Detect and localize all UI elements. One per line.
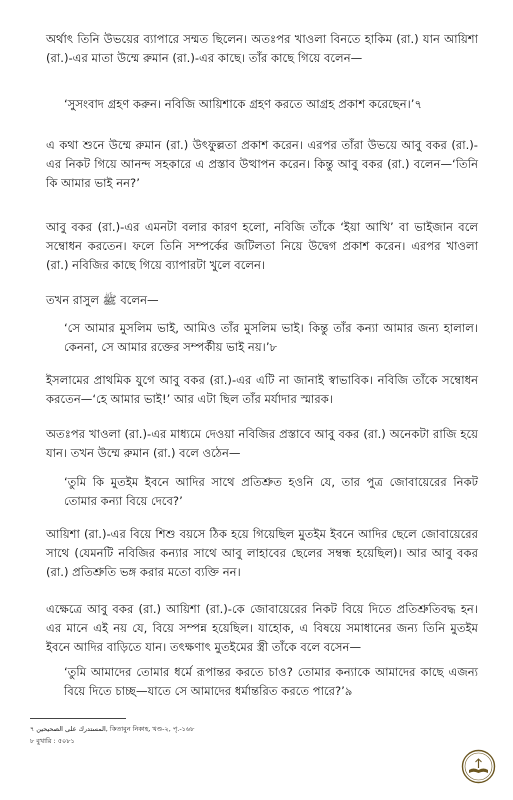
paragraph-7: আয়িশা (রা.)-এর বিয়ে শিশু বয়সে ঠিক হয়ে গিয়েছিল মুতইম ইবনে আদির ছেলে জোবায়েরের সাথে (যেমনটি নবিজির কন্যার সাথে আবু লাহাবের ছেলের সম্বন্ধ হয়েছিল)। আর আবু বকর (রা.) প্রতিশ্রুতি ভঙ্গ করার মতো ব্যক্তি নন। — [46, 527, 478, 579]
paragraph-6: অতঃপর খাওলা (রা.)-এর মাধ্যমে দেওয়া নবিজির প্রস্তাবে আবু বকর (রা.) অনেকটা রাজি হয়ে যান। তখন উম্মে রুমান (রা.) বলে ওঠেন— — [46, 427, 478, 460]
footnote-divider — [30, 718, 126, 719]
paragraph-3: আবু বকর (রা.)-এর এমনটা বলার কারণ হলো, নবিজি তাঁকে ‘ইয়া আখি’ বা ভাইজান বলে সম্বোধন করতেন। ফলে তিনি সম্পর্কের জটিলতা নিয়ে উদ্বেগ প্রকাশ করেন। এরপর খাওলা (রা.) নবিজির কাছে গিয়ে ব্যাপারটা খুলে বলেন। — [46, 220, 478, 272]
paragraph-2: এ কথা শুনে উম্মে রুমান (রা.) উৎফুল্লতা প্রকাশ করেন। এরপর তাঁরা উভয়ে আবু বকর (রা.)-এর নিকট গিয়ে আনন্দ সহকারে এ প্রস্তাব উত্থাপন করেন। কিন্তু আবু বকর (রা.) বলেন—‘তিনি কি আমার ভাই নন?’ — [46, 138, 478, 190]
quote-4: ‘তুমি আমাদের তোমার ধর্মে রূপান্তর করতে চাও? তোমার কন্যাকে আমাদের কাছে এজন্য বিয়ে দিতে চাচ্ছ—যাতে সে আমাদের ধর্মান্তরিত করতে পারে?’৯ — [64, 665, 478, 698]
quote-1: ‘সুসংবাদ গ্রহণ করুন। নবিজি আয়িশাকে গ্রহণ করতে আগ্রহ প্রকাশ করেছেন।’৭ — [64, 97, 423, 111]
footnote-8: ৮ বুখারি : ৫০৮১ — [30, 737, 75, 745]
open-book-logo-icon — [461, 749, 496, 784]
paragraph-8: এক্ষেত্রে আবু বকর (রা.) আয়িশা (রা.)-কে জোবায়েরের নিকট বিয়ে দিতে প্রতিশ্রুতিবদ্ধ হন। এর মানে এই নয় যে, বিয়ে সম্পন্ন হয়েছিল। যাহোক, এ বিষয়ে সমাধানের জন্য তিনি মুতইম ইবনে আদির বাড়িতে যান। তৎক্ষণাৎ মুতইমের স্ত্রী তাঁকে বলে বসেন— — [46, 602, 478, 654]
paragraph-5: ইসলামের প্রাথমিক যুগে আবু বকর (রা.)-এর এটি না জানাই স্বাভাবিক। নবিজি তাঁকে সম্বোধন করতেন—‘হে আমার ভাই!’ আর এটা ছিল তাঁর মর্যাদার স্মারক। — [46, 373, 478, 406]
paragraph-1: অর্থাৎ তিনি উভয়ের ব্যাপারে সম্মত ছিলেন। অতঃপর খাওলা বিনতে হাকিম (রা.) যান আয়িশা (রা.)-এর মাতা উম্মে রুমান (রা.)-এর কাছে। তাঁর কাছে গিয়ে বলেন— — [46, 32, 478, 65]
footnote-7: ৭ المستدرك على الصحيحين, কিতাবুন নিকাহ, খণ্ড-২, পৃ.-১৬৮ — [30, 725, 195, 733]
quote-2: ‘সে আমার মুসলিম ভাই, আমিও তাঁর মুসলিম ভাই। কিন্তু তাঁর কন্যা আমার জন্য হালাল। কেননা, সে আমার রক্তের সম্পর্কীয় ভাই নয়।’৮ — [64, 321, 478, 354]
quote-3: ‘তুমি কি মুতইম ইবনে আদির সাথে প্রতিশ্রুত হওনি যে, তার পুত্র জোবায়েরের নিকট তোমার কন্যা বিয়ে দেবে?’ — [64, 475, 478, 508]
paragraph-4: তখন রাসুল ﷺ বলেন— — [46, 293, 159, 307]
